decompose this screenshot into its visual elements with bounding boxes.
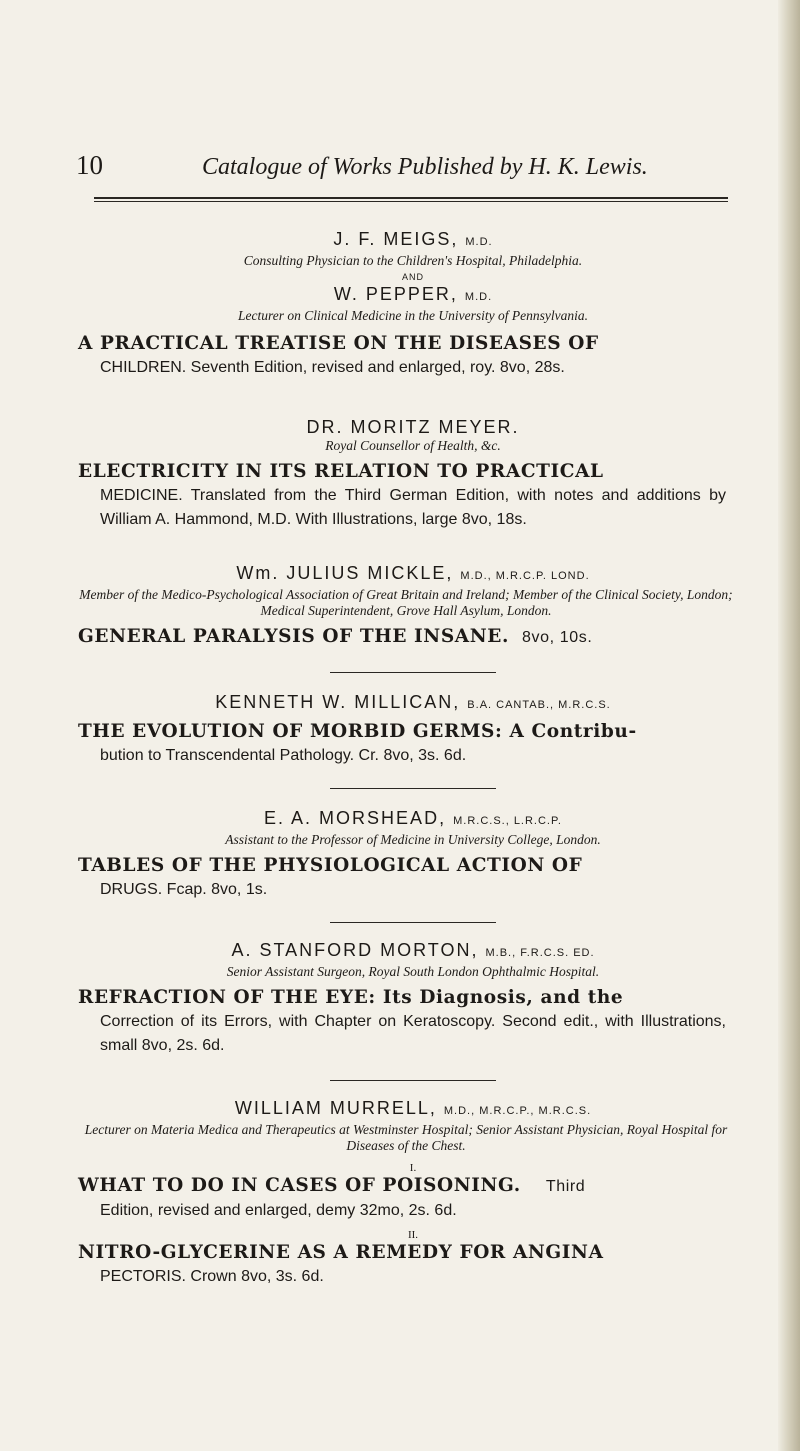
- author-affiliation: Consulting Physician to the Children's Hospital, Philadelphia.: [243, 253, 583, 268]
- author-name: J. F. MEIGS,: [333, 229, 459, 249]
- author-affiliation: Assistant to the Professor of Medicine in University College, London.: [225, 832, 601, 847]
- entry-meyer: [78, 416, 726, 532]
- book-title: THE EVOLUTION OF MORBID GERMS: A Contribu-: [78, 721, 637, 742]
- page-number: 10: [76, 150, 103, 180]
- coauthor-affiliation: Lecturer on Clinical Medicine in the University of Pennsylvania.: [237, 308, 589, 323]
- book-title-continuation: Third: [545, 1178, 586, 1195]
- author-line: [100, 562, 726, 587]
- book-title-line: [78, 1174, 726, 1199]
- entry-morshead: [78, 807, 726, 902]
- entry-millican: [78, 691, 726, 768]
- book-title: ELECTRICITY IN ITS RELATION TO PRACTICAL: [78, 461, 604, 482]
- coauthor-degree: M.D.: [464, 291, 493, 303]
- header-rule: [94, 197, 728, 199]
- author-degree: M.D., M.R.C.P., M.R.C.S.: [443, 1105, 592, 1117]
- author-affiliation: Senior Assistant Surgeon, Royal South London Ophthalmic Hospital.: [226, 964, 600, 979]
- author-line: [100, 939, 726, 964]
- book-description: DRUGS. Fcap. 8vo, 1s.: [100, 881, 268, 898]
- work-numeral: II.: [407, 1229, 419, 1241]
- author-name: Wm. JULIUS MICKLE,: [236, 563, 454, 583]
- entry-morton: [78, 939, 726, 1058]
- header-rule-thin: [94, 201, 728, 202]
- connector: AND: [401, 272, 424, 282]
- author-line: [100, 1097, 726, 1122]
- author-affiliation: Lecturer on Materia Medica and Therapeutics at Westminster Hospital; Senior Assistant Physician, Royal Hospital for Diseases of the Chest.: [84, 1122, 728, 1153]
- work-numeral: I.: [409, 1162, 417, 1174]
- author-degree: M.R.C.S., L.R.C.P.: [453, 815, 562, 827]
- author-degree: M.B., F.R.C.S. ED.: [485, 947, 595, 959]
- book-title: TABLES OF THE PHYSIOLOGICAL ACTION OF: [78, 855, 583, 876]
- book-description: MEDICINE. Translated from the Third German Edition, with notes and additions by William A. Hammond, M.D. With Illustrations, large 8vo, 18s.: [100, 487, 726, 528]
- author-name: DR. MORITZ MEYER.: [306, 417, 520, 437]
- entry-separator: [330, 922, 496, 923]
- book-description: CHILDREN. Seventh Edition, revised and enlarged, roy. 8vo, 28s.: [100, 359, 565, 376]
- book-description: Edition, revised and enlarged, demy 32mo, 2s. 6d.: [100, 1202, 457, 1219]
- author-line: [100, 228, 726, 253]
- book-description: bution to Transcendental Pathology. Cr. 8vo, 3s. 6d.: [100, 747, 467, 764]
- book-title: GENERAL PARALYSIS OF THE INSANE.: [78, 626, 509, 647]
- book-title: NITRO-GLYCERINE AS A REMEDY FOR ANGINA: [78, 1242, 604, 1263]
- author-line: [100, 807, 726, 832]
- author-name: A. STANFORD MORTON,: [231, 940, 479, 960]
- author-affiliation: Royal Counsellor of Health, &c.: [325, 438, 501, 453]
- author-affiliation: Member of the Medico-Psychological Association of Great Britain and Ireland; Member of the Clinical Society, London; Medical Superintendent, Grove Hall Asylum, London.: [79, 587, 733, 618]
- author-name: E. A. MORSHEAD,: [264, 808, 447, 828]
- author-line: [100, 691, 726, 716]
- coauthor-line: [100, 283, 726, 308]
- author-degree: M.D.: [465, 236, 493, 248]
- running-title: Catalogue of Works Published by H. K. Lewis.: [202, 154, 648, 180]
- entries: [78, 214, 733, 1289]
- author-name: WILLIAM MURRELL,: [234, 1098, 437, 1118]
- author-name: KENNETH W. MILLICAN,: [215, 692, 461, 712]
- book-title-line: [78, 625, 726, 650]
- entry-separator: [330, 672, 496, 673]
- entry-mickle: [78, 562, 733, 650]
- entry-separator: [330, 1080, 496, 1081]
- book-price: 8vo, 10s.: [522, 629, 593, 646]
- book-description: PECTORIS. Crown 8vo, 3s. 6d.: [100, 1268, 324, 1285]
- entry-murrell: [78, 1097, 728, 1289]
- author-line: [100, 416, 726, 438]
- running-header: [76, 150, 736, 190]
- entry-meigs: [78, 228, 726, 380]
- author-degree: B.A. CANTAB., M.R.C.S.: [467, 699, 611, 711]
- book-title: REFRACTION OF THE EYE: Its Diagnosis, and the: [78, 987, 624, 1008]
- book-description: Correction of its Errors, with Chapter on Keratoscopy. Second edit., with Illustrations, small 8vo, 2s. 6d.: [100, 1013, 726, 1054]
- entry-separator: [330, 788, 496, 789]
- coauthor-name: W. PEPPER,: [333, 284, 458, 304]
- author-degree: M.D., M.R.C.P. LOND.: [460, 570, 590, 582]
- book-title: WHAT TO DO IN CASES OF POISONING.: [78, 1175, 521, 1196]
- book-title: A PRACTICAL TREATISE ON THE DISEASES OF: [78, 333, 599, 354]
